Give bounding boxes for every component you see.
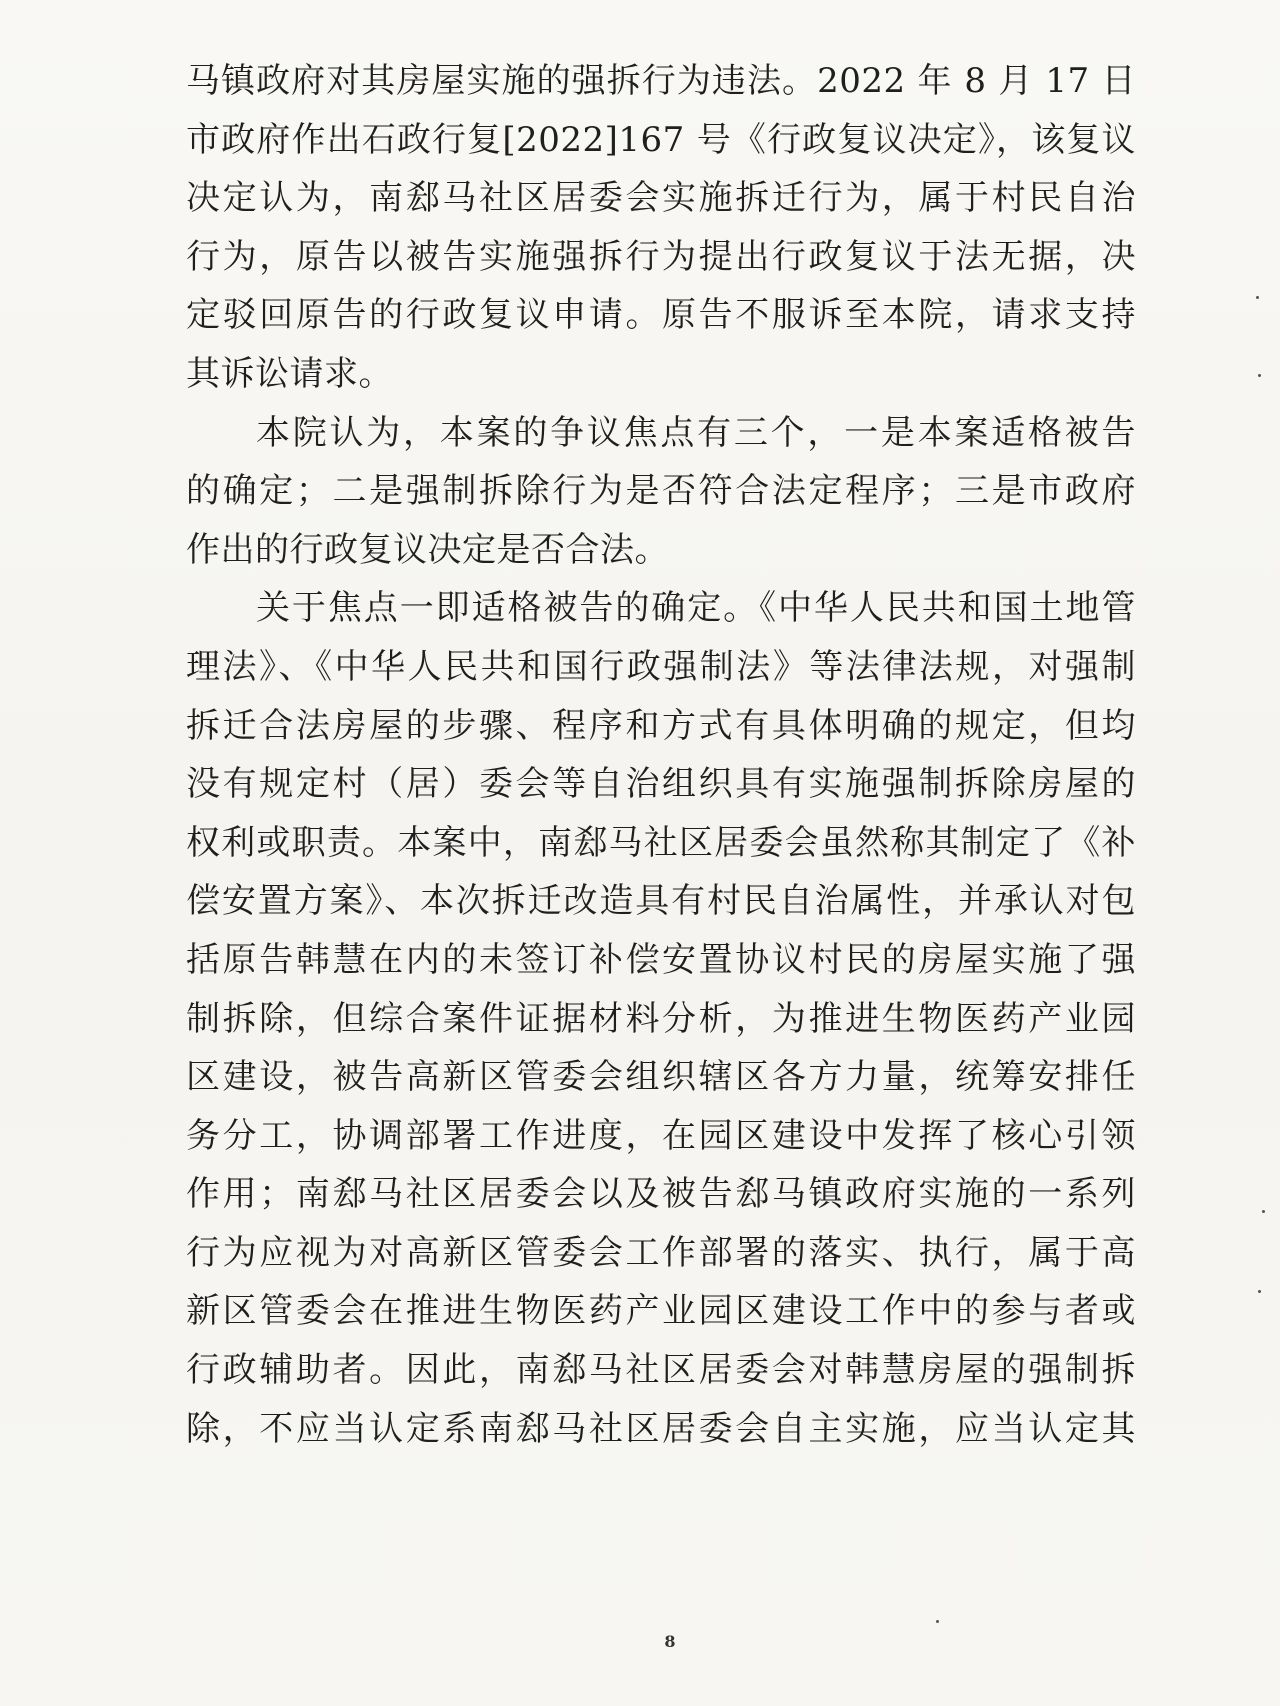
scan-speck	[1262, 1210, 1265, 1213]
text-line-21: 行为应视为对高新区管委会工作部署的落实、执行，属于高	[186, 1232, 1136, 1273]
text-line-13: 没有规定村（居）委会等自治组织具有实施强制拆除房屋的	[186, 764, 1136, 805]
text-line-4: 行为，原告以被告实施强拆行为提出行政复议于法无据，决	[186, 236, 1136, 277]
text-line-3: 决定认为，南郄马社区居委会实施拆迁行为，属于村民自治	[186, 178, 1136, 219]
text-line-14: 权利或职责。本案中，南郄马社区居委会虽然称其制定了《补	[186, 822, 1136, 863]
body-text	[186, 52, 1136, 1458]
text-line-19: 务分工，协调部署工作进度，在园区建设中发挥了核心引领	[186, 1115, 1136, 1156]
text-line-23: 行政辅助者。因此，南郄马社区居委会对韩慧房屋的强制拆	[186, 1350, 1136, 1391]
text-line-10: 关于焦点一即适格被告的确定。《中华人民共和国土地管	[256, 588, 1136, 629]
text-line-24: 除，不应当认定系南郄马社区居委会自主实施，应当认定其	[186, 1408, 1136, 1449]
scan-speck	[936, 1620, 939, 1623]
text-line-15: 偿安置方案》、本次拆迁改造具有村民自治属性，并承认对包	[186, 881, 1136, 922]
text-line-22: 新区管委会在推进生物医药产业园区建设工作中的参与者或	[186, 1291, 1136, 1332]
text-line-6: 其诉讼请求。	[186, 353, 393, 394]
scan-speck	[1258, 1290, 1261, 1293]
page-number: 8	[664, 1632, 676, 1651]
text-line-20: 作用；南郄马社区居委会以及被告郄马镇政府实施的一系列	[186, 1174, 1136, 1215]
text-line-2: 市政府作出石政行复[2022]167 号《行政复议决定》，该复议	[186, 119, 1136, 160]
text-line-12: 拆迁合法房屋的步骤、程序和方式有具体明确的规定，但均	[186, 705, 1136, 746]
text-line-16: 括原告韩慧在内的未签订补偿安置协议村民的房屋实施了强	[186, 939, 1136, 980]
scan-speck	[1256, 296, 1259, 299]
text-line-18: 区建设，被告高新区管委会组织辖区各方力量，统筹安排任	[186, 1057, 1136, 1098]
text-line-1: 马镇政府对其房屋实施的强拆行为违法。2022 年 8 月 17 日	[186, 61, 1136, 101]
scan-speck	[1258, 374, 1261, 377]
text-line-5: 定驳回原告的行政复议申请。原告不服诉至本院，请求支持	[186, 295, 1136, 336]
text-line-11: 理法》、《中华人民共和国行政强制法》等法律法规，对强制	[186, 646, 1136, 687]
text-line-9: 作出的行政复议决定是否合法。	[186, 529, 669, 570]
text-line-17: 制拆除，但综合案件证据材料分析，为推进生物医药产业园	[186, 998, 1136, 1039]
text-line-8: 的确定；二是强制拆除行为是否符合法定程序；三是市政府	[186, 471, 1136, 512]
text-line-7: 本院认为，本案的争议焦点有三个，一是本案适格被告	[256, 412, 1136, 453]
